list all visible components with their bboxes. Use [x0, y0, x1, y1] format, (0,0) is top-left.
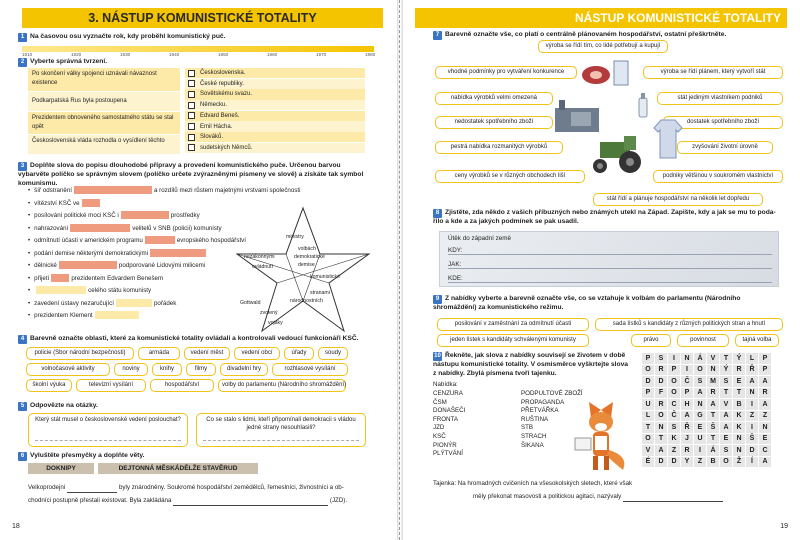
- bullet-dot: •: [28, 199, 31, 207]
- task-3: 3 Doplňte slova do popisu dlouhodobé přípravy a provedení komunistického puče. Určenou barvou vybarvěte políčko se správným slovem (políčko určete zvýrazněnými písmeny ve slově) a získáte tak symbol komunismu.: [18, 162, 364, 187]
- grid-row: [642, 445, 772, 457]
- bullet-text: posílování politické moci KSČ i: [34, 212, 119, 219]
- area-option[interactable]: noviny: [114, 363, 148, 376]
- grid-cell[interactable]: A: [759, 376, 772, 388]
- grid-cell[interactable]: L: [746, 353, 759, 365]
- bullet-dot: •: [28, 249, 31, 257]
- grid-cell[interactable]: O: [642, 364, 655, 376]
- offer-label: Nabídka:: [433, 381, 458, 388]
- fill-blank[interactable]: [145, 236, 175, 244]
- grid-cell[interactable]: A: [759, 399, 772, 411]
- economy-option[interactable]: stát řídí a plánuje hospodářství na několik let dopředu: [593, 193, 763, 206]
- offer-word: FRONTA: [433, 415, 458, 423]
- election-option[interactable]: posilování v zaměstnání za odmítnutí účasti: [437, 318, 589, 331]
- fill-blank[interactable]: [59, 261, 117, 269]
- option-label: Edvard Beneš.: [200, 112, 240, 119]
- grid-cell[interactable]: D: [668, 456, 681, 468]
- star-word[interactable]: nezákonnými: [244, 254, 275, 260]
- grid-cell[interactable]: P: [759, 353, 772, 365]
- grid-cell[interactable]: Ý: [733, 353, 746, 365]
- task-10: 10 Řekněte, jak slova z nabídky souvisejí se životem v době nástupu komunistické totality. V osmisměrce vyškrtejte slova z nabídky. Zbylá písmena tvoří tajenku.: [433, 352, 629, 377]
- answer-box[interactable]: Co se stalo s lidmi, kteří připomínali demokracii s vládou jedné strany nesouhlasili?: [196, 413, 366, 447]
- bullet-dot: •: [28, 274, 31, 282]
- timeline-tick-label: 1970: [316, 52, 327, 57]
- grid-cell[interactable]: Č: [668, 410, 681, 422]
- bullet-dot: •: [28, 262, 31, 269]
- grid-cell[interactable]: P: [668, 364, 681, 376]
- bullet-text: zavedení ústavy nezaručující: [34, 299, 114, 307]
- grid-cell[interactable]: Z: [759, 410, 772, 422]
- grid-cell[interactable]: O: [694, 364, 707, 376]
- option-label: sudetských Němců.: [200, 144, 253, 151]
- grid-cell[interactable]: A: [720, 410, 733, 422]
- area-option[interactable]: soudy: [318, 347, 348, 360]
- offer-word: DONAŠEČI: [433, 407, 466, 415]
- election-option[interactable]: povinnost: [677, 334, 729, 347]
- offer-word: ŠIKANA: [521, 441, 544, 449]
- grid-cell[interactable]: N: [759, 422, 772, 434]
- grid-cell[interactable]: N: [733, 433, 746, 445]
- grid-cell[interactable]: T: [642, 422, 655, 434]
- bullet-text: nahrazování: [34, 224, 69, 232]
- grid-cell[interactable]: Á: [707, 445, 720, 457]
- election-option[interactable]: jeden lístek s kandidáty schválenými komunisty: [437, 334, 589, 347]
- grid-cell[interactable]: I: [746, 399, 759, 411]
- checkbox[interactable]: [188, 102, 195, 109]
- bullet-dot: •: [28, 299, 31, 307]
- page-number: 18: [12, 523, 20, 530]
- options-column: [185, 68, 365, 154]
- bullet-dot: •: [28, 237, 31, 244]
- bullet-dot: •: [28, 187, 31, 194]
- page-divider: [399, 0, 400, 540]
- grid-cell[interactable]: N: [746, 387, 759, 399]
- grid-cell[interactable]: A: [746, 376, 759, 388]
- economy-option[interactable]: podniky většinou v soukromém vlastnictví: [653, 170, 783, 183]
- grid-cell[interactable]: B: [707, 456, 720, 468]
- offer-word: PIONÝR: [433, 441, 457, 449]
- grid-cell[interactable]: J: [681, 433, 694, 445]
- area-option[interactable]: vedení měst: [184, 347, 230, 360]
- checkbox[interactable]: [188, 112, 195, 119]
- option-row[interactable]: [185, 132, 365, 142]
- grid-cell[interactable]: Ý: [720, 364, 733, 376]
- offer-word: CENZURA: [433, 390, 463, 397]
- area-option[interactable]: rozhlasové vysílání: [272, 363, 348, 376]
- economy-option[interactable]: zvyšování životní úrovně: [677, 141, 773, 154]
- area-option[interactable]: knihy: [152, 363, 182, 376]
- grid-cell[interactable]: O: [655, 410, 668, 422]
- grid-cell[interactable]: S: [720, 445, 733, 457]
- grid-cell[interactable]: E: [720, 433, 733, 445]
- grid-cell[interactable]: Á: [694, 353, 707, 365]
- fox-illustration: [571, 400, 631, 476]
- economy-option[interactable]: vhodné podmínky pro vytváření konkurence: [435, 66, 577, 79]
- grid-cell[interactable]: I: [694, 445, 707, 457]
- economy-option[interactable]: stát jediným vlastníkem podniků: [657, 92, 783, 105]
- sentence-line: chodníci postupně přestali existovat. Byla zakládána (JZD).: [28, 497, 348, 504]
- economy-option[interactable]: ceny výrobků se v různých obchodech liší: [435, 170, 585, 183]
- page-number: 19: [780, 523, 788, 530]
- statement: Po skončení války spojenci uznávali návaznost existence: [28, 68, 180, 91]
- checkbox[interactable]: [188, 144, 195, 151]
- grid-cell[interactable]: P: [642, 353, 655, 365]
- area-option[interactable]: armáda: [138, 347, 180, 360]
- fill-blank[interactable]: [121, 211, 169, 219]
- bullet-text: odmítnutí účasti v americkém programu: [34, 237, 143, 244]
- option-row[interactable]: [185, 79, 365, 89]
- grid-cell[interactable]: Ř: [746, 364, 759, 376]
- grid-cell[interactable]: Z: [668, 445, 681, 457]
- star-word[interactable]: ovládnutí: [252, 264, 274, 270]
- area-option[interactable]: hospodářství: [150, 379, 214, 392]
- election-option[interactable]: právo: [631, 334, 671, 347]
- offer-word: PLÝTVÁNÍ: [433, 450, 463, 458]
- grid-cell[interactable]: S: [720, 376, 733, 388]
- grid-cell[interactable]: Ř: [681, 422, 694, 434]
- bullet-text: podání demise některými demokratickými: [34, 249, 148, 257]
- area-option[interactable]: vedení obcí: [234, 347, 280, 360]
- sentence-line: Velkoprodejní byly znárodněny. Soukromé hospodářství zemědělců, řemeslníci, živnostníci a ob-: [28, 484, 344, 491]
- grid-cell[interactable]: D: [746, 445, 759, 457]
- star-word[interactable]: stranami: [310, 290, 330, 296]
- grid-cell[interactable]: Š: [707, 422, 720, 434]
- task-8: 8 Zjistěte, zda někdo z vašich příbuzných nebo známých utekl na Západ. Zapište, kdy a jak se mu to poda-řilo a kde a za jakých podmínek se pak usadil.: [433, 209, 776, 225]
- grid-cell[interactable]: A: [759, 456, 772, 468]
- tajenka-text: měly překonat masovosti a politickou agitaci, nazývaly: [473, 493, 783, 502]
- grid-cell[interactable]: R: [681, 445, 694, 457]
- economy-option[interactable]: pestrá nabídka rozmanitých výrobků: [435, 141, 563, 154]
- offer-word: KSČ: [433, 432, 446, 440]
- checkbox[interactable]: [188, 134, 195, 141]
- grid-cell[interactable]: K: [733, 410, 746, 422]
- grid-row: [642, 353, 772, 365]
- grid-cell[interactable]: R: [655, 399, 668, 411]
- bullet-text: šíř odstranění: [34, 187, 73, 194]
- bullet-text: evropského hospodářství: [176, 237, 246, 244]
- grid-cell[interactable]: V: [720, 399, 733, 411]
- area-option[interactable]: volby do parlamentu (Národního shromáždění): [218, 379, 346, 392]
- timeline-tick-label: 1980: [365, 52, 376, 57]
- economy-option[interactable]: výroba se řídí tím, co lidé potřebují a kupují: [538, 40, 668, 53]
- grid-cell[interactable]: L: [642, 410, 655, 422]
- grid-cell[interactable]: O: [642, 433, 655, 445]
- offer-word: STB: [521, 424, 534, 432]
- grid-cell[interactable]: F: [655, 387, 668, 399]
- statement: Československá vláda rozhodla o vysídlení těchto: [28, 135, 180, 154]
- area-option[interactable]: volnočasové aktivity: [26, 363, 110, 376]
- area-option[interactable]: policie (Sbor národní bezpečnosti): [26, 347, 134, 360]
- grid-cell[interactable]: Č: [681, 376, 694, 388]
- blank[interactable]: [67, 486, 117, 493]
- grid-cell[interactable]: I: [746, 422, 759, 434]
- word-search-grid[interactable]: [641, 352, 772, 468]
- option-row[interactable]: [185, 111, 365, 121]
- offer-word: STRACH: [521, 432, 547, 440]
- area-option[interactable]: filmy: [186, 363, 216, 376]
- option-label: Emil Hácha.: [200, 123, 233, 130]
- grid-cell[interactable]: N: [707, 364, 720, 376]
- star-words: [236, 206, 371, 334]
- timeline-tick-label: 1930: [120, 52, 131, 57]
- tajenka-blank[interactable]: [623, 495, 723, 502]
- fill-blank[interactable]: [74, 186, 152, 194]
- grid-cell[interactable]: É: [642, 456, 655, 468]
- grid-cell[interactable]: T: [720, 387, 733, 399]
- area-option[interactable]: televizní vysílání: [76, 379, 146, 392]
- area-option[interactable]: úřady: [284, 347, 314, 360]
- task-4: 4 Barevně označte oblasti, které za komunistické totality ovládali a kontrolovali vedoucí funkcionáři KSČ.: [18, 335, 368, 344]
- election-options: [403, 0, 800, 360]
- grid-cell[interactable]: A: [681, 410, 694, 422]
- grid-cell[interactable]: I: [681, 364, 694, 376]
- grid-cell[interactable]: V: [707, 353, 720, 365]
- answer-line: [203, 440, 359, 441]
- bullet-text: prezidentem Klement: [34, 312, 93, 319]
- grid-cell[interactable]: R: [733, 364, 746, 376]
- task-5: 5 Odpovězte na otázky.: [18, 402, 98, 411]
- star-word[interactable]: demise: [298, 262, 315, 268]
- grid-cell[interactable]: D: [655, 456, 668, 468]
- statements-column: [28, 68, 180, 154]
- bullet-text: velitelů v SNB (policii) komunisty: [132, 224, 222, 232]
- anagram-tag: DOKNIPY: [28, 463, 94, 474]
- grid-cell[interactable]: I: [668, 353, 681, 365]
- option-label: Německu.: [200, 102, 228, 109]
- star-word[interactable]: demokratické: [294, 254, 325, 260]
- election-option[interactable]: sada lístků s kandidáty z různých politických stran a hnutí: [595, 318, 783, 331]
- option-row[interactable]: [185, 100, 365, 110]
- grid-cell[interactable]: Y: [681, 456, 694, 468]
- answer-line: [35, 440, 181, 441]
- star-word[interactable]: Gottwald: [240, 300, 261, 306]
- grid-cell[interactable]: O: [668, 387, 681, 399]
- grid-cell[interactable]: N: [733, 445, 746, 457]
- task-6: 6 Vyluštěte přesmyčky a doplňte věty.: [18, 452, 144, 461]
- grid-cell[interactable]: S: [655, 353, 668, 365]
- grid-cell[interactable]: C: [759, 445, 772, 457]
- checkbox[interactable]: [188, 91, 195, 98]
- statement: Podkarpatská Rus byla postoupena: [28, 92, 180, 111]
- grid-cell[interactable]: G: [694, 410, 707, 422]
- offer-word: JZD: [433, 424, 445, 432]
- election-option[interactable]: tajná volba: [735, 334, 779, 347]
- fill-blank[interactable]: [82, 199, 100, 207]
- option-row[interactable]: [185, 143, 365, 153]
- task-7: 7 Barevně označte vše, co platí o centrálně plánovaném hospodářství, ostatní přeškrtněte.: [433, 31, 726, 40]
- chapter-header: 3. NÁSTUP KOMUNISTICKÉ TOTALITY: [22, 8, 383, 28]
- task-9: 9 Z nabídky vyberte a barevně označte vše, co se vztahuje k volbám do parlamentu (Národního shromáždění) za komunistického režimu.: [433, 295, 741, 311]
- option-label: České republiky.: [200, 80, 244, 87]
- grid-cell[interactable]: N: [655, 422, 668, 434]
- economy-option[interactable]: nedostatek spotřebního zboží: [435, 116, 553, 129]
- task-2: 2 Vyberte správná tvrzení.: [18, 58, 107, 67]
- anagram-tag: DEJTONNÁ MĚSKÁDĚLŽE STAVĚRUD: [98, 463, 258, 474]
- field-jak[interactable]: JAK:: [448, 261, 772, 269]
- answer-box[interactable]: Který stát musel o československé vedení poslouchat?: [28, 413, 188, 447]
- grid-row: [642, 422, 772, 434]
- grid-row: [642, 399, 772, 411]
- grid-cell[interactable]: N: [694, 399, 707, 411]
- grid-cell[interactable]: E: [694, 422, 707, 434]
- grid-cell[interactable]: P: [642, 387, 655, 399]
- grid-cell[interactable]: K: [668, 433, 681, 445]
- grid-cell[interactable]: Ž: [733, 456, 746, 468]
- bullet-text: vítězství KSČ ve: [34, 199, 80, 207]
- bullet-text: prezidentem Edvardem Benešem: [71, 274, 164, 282]
- grid-cell[interactable]: H: [681, 399, 694, 411]
- bullet-text: prostředky: [170, 212, 200, 219]
- bullet-text: celého státu komunisty: [88, 287, 152, 294]
- chapter-header: NÁSTUP KOMUNISTICKÉ TOTALITY: [415, 8, 787, 28]
- grid-cell[interactable]: D: [655, 376, 668, 388]
- grid-cell[interactable]: U: [694, 433, 707, 445]
- checkbox[interactable]: [188, 70, 195, 77]
- grid-cell[interactable]: A: [655, 445, 668, 457]
- bullet-dot: •: [28, 212, 31, 219]
- option-label: Slováků.: [200, 134, 224, 141]
- bullet-text: dělnické: [34, 262, 57, 269]
- option-row[interactable]: [185, 89, 365, 99]
- word-list-left: [433, 390, 513, 459]
- option-row[interactable]: [185, 68, 365, 78]
- left-page: [0, 0, 397, 540]
- grid-cell[interactable]: R: [655, 364, 668, 376]
- tajenka-text: Tajenka: Na hromadných cvičeních na všesokolských sletech, které však: [433, 480, 633, 487]
- grid-cell[interactable]: T: [733, 387, 746, 399]
- fill-blank[interactable]: [70, 224, 130, 232]
- grid-row: [642, 364, 772, 376]
- checkbox[interactable]: [188, 80, 195, 87]
- timeline-tick-label: 1910: [22, 52, 33, 57]
- bullet-text: a rozdílů mezi růstem majetnými vrstvami společnosti: [154, 187, 301, 194]
- grid-cell[interactable]: T: [707, 433, 720, 445]
- grid-cell[interactable]: P: [681, 387, 694, 399]
- fill-blank[interactable]: [116, 299, 152, 307]
- field-kdy[interactable]: KDY:: [448, 247, 772, 255]
- economy-option[interactable]: nabídka výrobků velmi omezená: [435, 92, 553, 105]
- blank[interactable]: [173, 499, 328, 506]
- fill-blank[interactable]: [36, 286, 86, 294]
- grid-cell[interactable]: O: [720, 456, 733, 468]
- timeline-tick-label: 1960: [267, 52, 278, 57]
- star-word[interactable]: národnostních: [290, 298, 323, 304]
- star-word[interactable]: volbách: [298, 246, 316, 252]
- option-label: Sovětskému svazu.: [200, 91, 253, 98]
- offer-word: PODPULTOVÉ ZBOŽÍ: [521, 390, 583, 397]
- grid-cell[interactable]: M: [707, 376, 720, 388]
- grid-cell[interactable]: U: [642, 399, 655, 411]
- grid-cell[interactable]: Š: [746, 433, 759, 445]
- grid-cell[interactable]: E: [759, 433, 772, 445]
- grid-cell[interactable]: K: [733, 422, 746, 434]
- offer-word: RUŠTINA: [521, 415, 549, 423]
- grid-cell[interactable]: T: [655, 433, 668, 445]
- grid-cell[interactable]: A: [694, 387, 707, 399]
- option-row[interactable]: [185, 121, 365, 131]
- grid-row: [642, 376, 772, 388]
- option-label: Československa.: [200, 70, 246, 77]
- fill-blank[interactable]: [51, 274, 69, 282]
- grid-cell[interactable]: E: [733, 376, 746, 388]
- offer-word: ČSM: [433, 398, 447, 406]
- checkbox[interactable]: [188, 123, 195, 130]
- grid-row: [642, 433, 772, 445]
- grid-cell[interactable]: N: [681, 353, 694, 365]
- star-word[interactable]: zvolený: [260, 310, 278, 316]
- star-word[interactable]: komunistické: [310, 274, 340, 280]
- grid-cell[interactable]: Í: [746, 456, 759, 468]
- bullet-dot: •: [28, 312, 31, 319]
- grid-row: [642, 456, 772, 468]
- star-word[interactable]: ministry: [286, 234, 304, 240]
- grid-cell[interactable]: B: [733, 399, 746, 411]
- timeline-tick-label: 1940: [169, 52, 180, 57]
- bullet-dot: •: [28, 287, 31, 294]
- timeline-tick-label: 1920: [71, 52, 82, 57]
- offer-word: PŘETVÁŘKA: [521, 407, 559, 415]
- area-option[interactable]: školní výuka: [26, 379, 72, 392]
- escape-title: Útěk do západní země: [448, 235, 512, 242]
- grid-cell[interactable]: T: [707, 410, 720, 422]
- bullet-text: podporované Lidovými milicemi: [118, 262, 206, 269]
- bullet-item: [28, 185, 301, 198]
- bullet-text: přijetí: [34, 274, 50, 282]
- timeline-tick-label: 1950: [218, 52, 229, 57]
- economy-option[interactable]: dostatek spotřebního zboží: [663, 116, 783, 129]
- area-options: [26, 347, 378, 397]
- area-option[interactable]: divadelní hry: [220, 363, 268, 376]
- fill-blank[interactable]: [95, 311, 139, 319]
- grid-cell[interactable]: S: [694, 376, 707, 388]
- grid-cell[interactable]: C: [668, 399, 681, 411]
- grid-cell[interactable]: S: [668, 422, 681, 434]
- bullet-dot: •: [28, 224, 31, 232]
- star-word[interactable]: vojáky: [268, 320, 283, 326]
- grid-cell[interactable]: R: [707, 387, 720, 399]
- fill-blank[interactable]: [150, 249, 206, 257]
- grid-cell[interactable]: A: [707, 399, 720, 411]
- grid-cell[interactable]: P: [759, 364, 772, 376]
- grid-cell[interactable]: Z: [694, 456, 707, 468]
- bullet-text: pořádek: [153, 299, 177, 307]
- grid-cell[interactable]: O: [668, 376, 681, 388]
- task-1: 1 Na časovou osu vyznačte rok, kdy proběhl komunistický puč.: [18, 33, 225, 42]
- grid-cell[interactable]: A: [720, 422, 733, 434]
- offer-word: PROPAGANDA: [521, 398, 565, 406]
- economy-option[interactable]: výroba se řídí plánem, který vytvoří stát: [643, 66, 783, 79]
- grid-row: [642, 387, 772, 399]
- right-page: [403, 0, 800, 540]
- grid-cell[interactable]: R: [759, 387, 772, 399]
- grid-cell[interactable]: V: [642, 445, 655, 457]
- grid-cell[interactable]: Z: [746, 410, 759, 422]
- statement: Prezidentem obnoveného samostatného státu se stal opět: [28, 112, 180, 134]
- grid-cell[interactable]: D: [642, 376, 655, 388]
- grid-row: [642, 410, 772, 422]
- grid-cell[interactable]: T: [720, 353, 733, 365]
- field-kde[interactable]: KDE:: [448, 275, 772, 283]
